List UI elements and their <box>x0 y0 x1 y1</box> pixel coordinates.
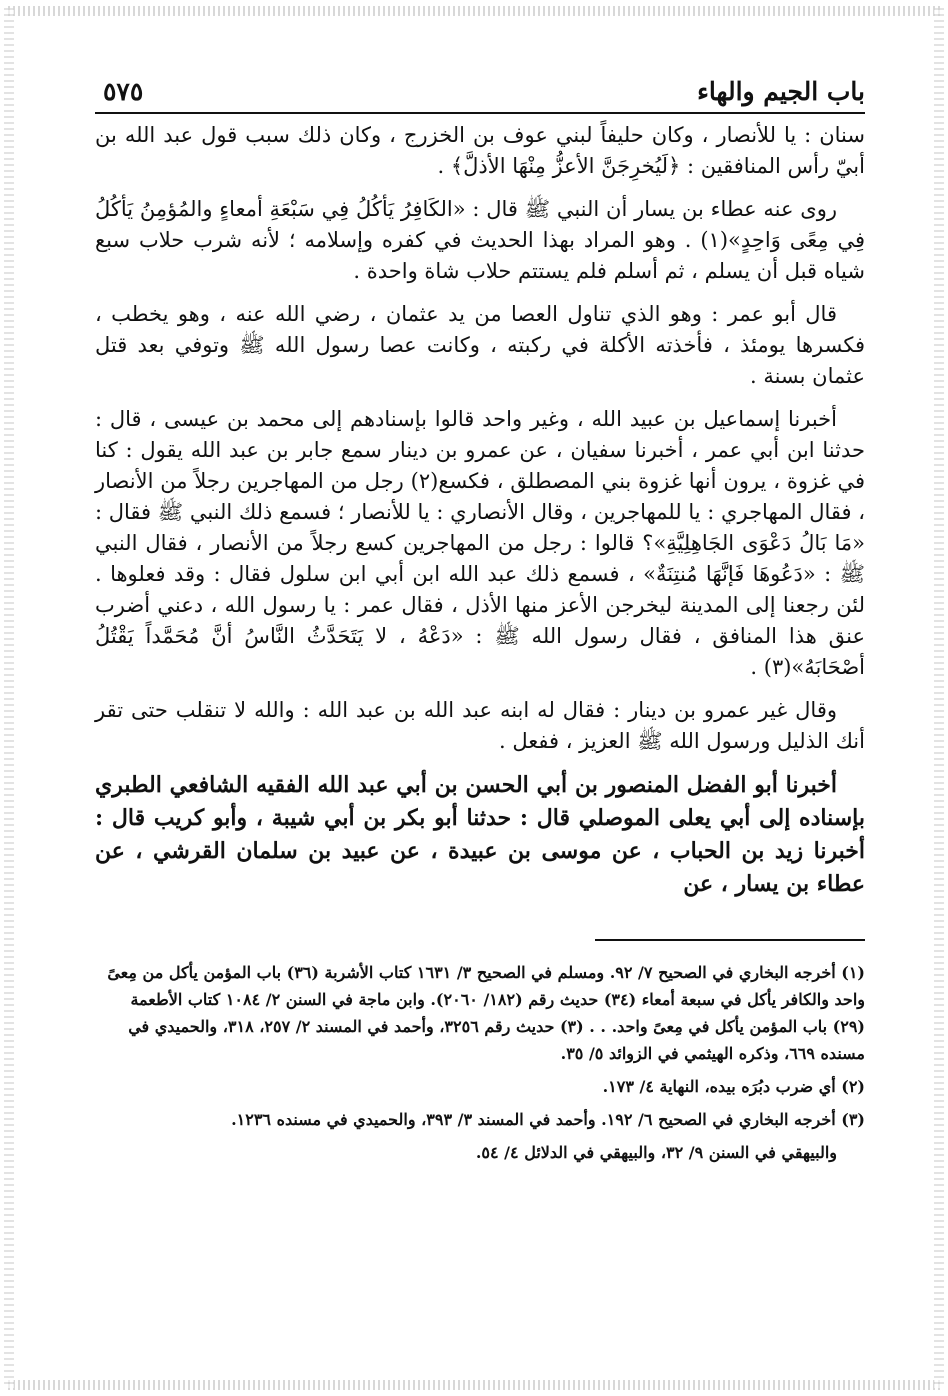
paragraph: سنان : يا للأنصار ، وكان حليفاً لبني عوف بن الخزرج ، وكان ذلك سبب قول عبد الله بن أبيّ رأس المنافقين : ﴿لَيُخرِجَنَّ الأعزُّ مِنْهَا الأذلَّ﴾ . <box>95 123 865 178</box>
footnote-continuation: والبيهقي في السنن ٩/ ٣٢، والبيهقي في الدلائل ٤/ ٥٤. <box>475 1143 837 1162</box>
footnote: (٣) أخرجه البخاري في الصحيح ٦/ ١٩٢. وأحمد في المسند ٣/ ٣٩٣، والحميدي في مسنده ١٢٣٦. <box>231 1110 865 1129</box>
paragraph: أخبرنا إسماعيل بن عبيد الله ، وغير واحد قالوا بإسنادهم إلى محمد بن عيسى ، قال : حدثنا ابن أبي عمر ، أخبرنا سفيان ، عن عمرو بن دينار سمع جابر بن عبد الله يقول : كنا في غزوة ، يرون أنها غزوة بني المصطلق ، فكسع(٢) رجل من المهاجرين رجلاً من الأنصار ، فقال المهاجري : يا للمهاجرين ، وقال الأنصاري : يا للأنصار ؛ فسمع ذلك النبي ﷺ فقال : «مَا بَالُ دَعْوَى الجَاهِلِيَّةِ»؟ قالوا : رجل من المهاجرين كسع رجلاً من الأنصار ، فقال النبي ﷺ : «دَعُوهَا فَإنَّهَا مُنتِنَةٌ» ، فسمع ذلك عبد الله ابن أبي ابن سلول فقال : وقد فعلوها . لئن رجعنا إلى المدينة ليخرجن الأعز منها الأذل ، فقال عمر : يا رسول الله ، دعني أضرب عنق هذا المنافق ، فقال رسول الله ﷺ : «دَعْهُ ، لا يَتَحَدَّثُ النَّاسُ أنَّ مُحَمَّداً يَقْتُلُ أصْحَابَهُ»(٣) . <box>95 407 865 679</box>
page-border-bottom <box>8 1380 940 1390</box>
book-page <box>95 70 865 1380</box>
page-number: ٥٧٥ <box>103 76 144 106</box>
paragraph: أخبرنا أبو الفضل المنصور بن أبي الحسن بن أبي عبد الله الفقيه الشافعي الطبري بإسناده إلى أبي يعلى الموصلي قال : حدثنا أبو بكر بن أبي شيبة ، وأبو كريب قال : أخبرنا زيد بن الحباب ، عن موسى بن عبيدة ، عن عبيد بن سلمان القرشي ، عن عطاء بن يسار ، عن <box>95 772 865 897</box>
footnote: (٢) أي ضرب دبُرَه بيده، النهاية ٤/ ١٧٣. <box>602 1077 865 1096</box>
main-text <box>95 120 865 901</box>
footnote: (١) أخرجه البخاري في الصحيح ٧/ ٩٢. ومسلم في الصحيح ٣/ ١٦٣١ كتاب الأشربة (٣٦) باب المؤمن يأكل من مِعىً واحد والكافر يأكل في سبعة أمعاء (٣٤) حديث رقم (١٨٢/ ٢٠٦٠). وابن ماجة في السنن ٢/ ١٠٨٤ كتاب الأطعمة (٢٩) باب المؤمن يأكل في مِعىً واحد. . . (٣) حديث رقم ٣٢٥٦، وأحمد في المسند ٢/ ٢٥٧، ٣١٨، والحميدي في مسنده ٦٦٩، وذكره الهيثمي في الزوائد ٥/ ٣٥. <box>107 963 865 1063</box>
paragraph: قال أبو عمر : وهو الذي تناول العصا من يد عثمان ، رضي الله عنه ، وهو يخطب ، فكسرها يومئذ ، فأخذته الأكلة في ركبته ، وكانت عصا رسول الله ﷺ وتوفي بعد قتل عثمان بسنة . <box>95 302 865 388</box>
paragraph: روى عنه عطاء بن يسار أن النبي ﷺ قال : «الكَافِرُ يَأكُلُ فِي سَبْعَةِ أمعاءٍ والمُؤمِنُ يَأكُلُ فِي مِعًى وَاحِدٍ»(١) . وهو المراد بهذا الحديث في كفره وإسلامه ؛ لأنه شرب حلاب سبع شياه قبل أن يسلم ، ثم أسلم فلم يستتم حلاب شاة واحدة . <box>95 197 866 283</box>
page-border-top <box>8 6 940 16</box>
page-border-right <box>934 8 944 1388</box>
footnotes <box>95 959 865 1166</box>
chapter-title: باب الجيم والهاء <box>697 76 865 106</box>
page-border-left <box>4 8 14 1388</box>
paragraph: وقال غير عمرو بن دينار : فقال له ابنه عبد الله بن عبد الله : والله لا تنقلب حتى تقر أنك الذليل ورسول الله ﷺ العزيز ، ففعل . <box>95 698 865 753</box>
running-header <box>95 70 865 114</box>
footnote-divider <box>595 939 865 941</box>
